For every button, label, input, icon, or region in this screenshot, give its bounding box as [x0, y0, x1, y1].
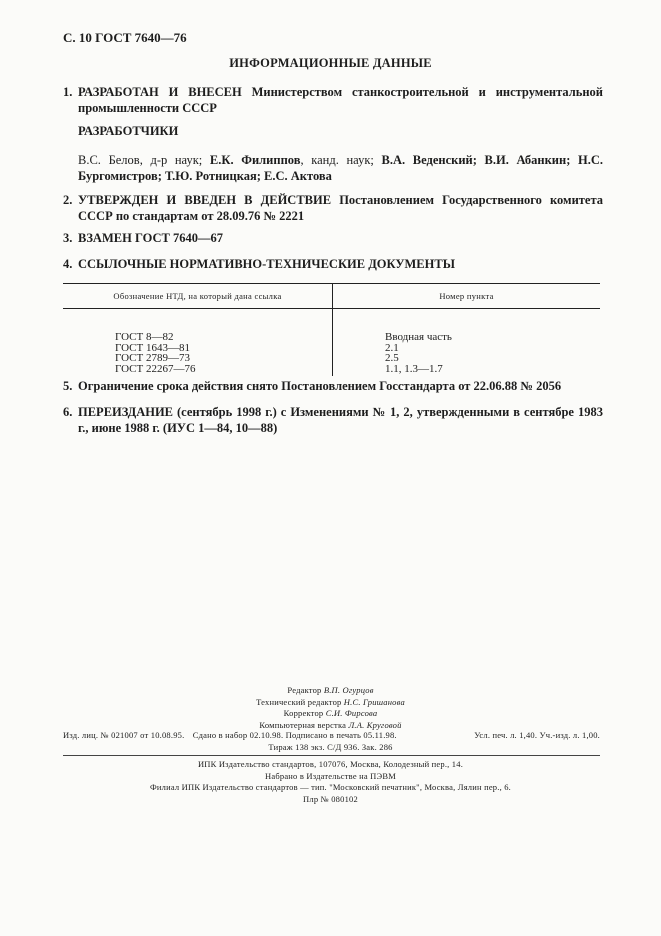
- layout-name: Л.А. Круговой: [348, 719, 402, 730]
- item-number: 6.: [63, 405, 73, 419]
- item-reissue: [63, 404, 603, 436]
- publishing-line: [63, 730, 600, 740]
- column-header-clause: Номер пункта: [333, 284, 601, 309]
- developers-list: [78, 152, 603, 184]
- item-number: 5.: [63, 379, 73, 393]
- developer-name: Е.К. Филиппов: [209, 153, 301, 167]
- footer-line: Набрано в Издательстве на ПЭВМ: [265, 770, 396, 781]
- item-text: Ограничение срока действия снято Постановлением Госстандарта от 22.06.88 № 2056: [78, 379, 562, 393]
- table-cell-doc: ГОСТ 8—82: [115, 331, 174, 343]
- item-developed: [63, 84, 603, 116]
- references-table: [63, 283, 600, 376]
- sheets-text: Усл. печ. л. 1,40. Уч.-изд. л. 1,00.: [474, 730, 600, 740]
- dates-text: Сдано в набор 02.10.98. Подписано в печать 05.11.98.: [192, 730, 397, 740]
- imprint-block: [0, 685, 661, 731]
- corrector-name: С.И. Фирсова: [325, 708, 378, 718]
- documents-cell: [63, 309, 333, 377]
- item-text: (сентябрь 1998 г.) с Изменениями № 1, 2, утвержденными в сентябре 1983 г., июне 1988 г. (ИУС 1—84, 10—88): [78, 405, 603, 435]
- developer-name: В.С. Белов: [78, 153, 140, 167]
- developer-title: , д-р наук;: [139, 153, 210, 167]
- table-cell-clause: Вводная часть: [385, 331, 452, 343]
- table-cell-clause: 2.5: [385, 352, 399, 364]
- item-lead: УТВЕРЖДЕН И ВВЕДЕН В ДЕЙСТВИЕ: [78, 193, 332, 207]
- corrector-label: Корректор: [283, 708, 324, 718]
- table-cell-clause: 1.1, 1.3—1.7: [385, 362, 443, 375]
- license-text: Изд. лиц. № 021007 от 10.08.95.: [63, 730, 185, 740]
- developers-heading: РАЗРАБОТЧИКИ: [78, 124, 179, 138]
- item-text: ВЗАМЕН ГОСТ 7640—67: [78, 231, 223, 245]
- footer-line: Филиал ИПК Издательство стандартов — тип. "Московский печатник", Москва, Лялин пер., 6.: [150, 782, 511, 792]
- footer-line: ИПК Издательство стандартов, 107076, Москва, Колодезный пер., 14.: [197, 759, 464, 769]
- editor-label: Редактор: [287, 685, 322, 695]
- item-text: РАЗРАБОТАН И ВНЕСЕН Министерством станкостроительной и инструментальной промышленности СССР: [78, 85, 603, 115]
- editor-name: В.П. Огурцов: [323, 685, 374, 695]
- publisher-footer: [0, 759, 661, 805]
- developer-names: В.А. Веденский; В.И. Абанкин; Н.С. Бургомистров; Т.Ю. Ротницкая; Е.С. Актова: [78, 153, 603, 183]
- column-header-document: Обозначение НТД, на который дана ссылка: [63, 284, 333, 309]
- tech-editor-label: Технический редактор: [256, 696, 342, 707]
- item-lead: ПЕРЕИЗДАНИЕ: [78, 405, 174, 419]
- developer-title: , канд. наук;: [300, 153, 382, 167]
- print-run-text: Тираж 138 экз. С/Д 936. Зак. 286: [268, 742, 393, 752]
- item-number: 2.: [63, 193, 73, 207]
- item-references: [63, 256, 603, 272]
- page-header: С. 10 ГОСТ 7640—76: [63, 30, 187, 45]
- table-cell-doc: ГОСТ 1643—81: [115, 341, 190, 354]
- divider: [63, 755, 600, 756]
- clauses-cell: [333, 309, 601, 377]
- item-number: 4.: [63, 257, 73, 271]
- table-cell-clause: 2.1: [385, 341, 399, 354]
- table-cell-doc: ГОСТ 22267—76: [115, 362, 196, 375]
- item-approved: [63, 192, 603, 224]
- item-text: Постановлением Государственного комитета СССР по стандартам от 28.09.76 № 2221: [78, 193, 604, 223]
- table-cell-doc: ГОСТ 2789—73: [115, 352, 190, 364]
- footer-line: Плр № 080102: [303, 793, 358, 804]
- section-title: ИНФОРМАЦИОННЫЕ ДАННЫЕ: [229, 56, 432, 70]
- tech-editor-name: Н.С. Гришанова: [343, 696, 405, 707]
- item-text: ССЫЛОЧНЫЕ НОРМАТИВНО-ТЕХНИЧЕСКИЕ ДОКУМЕНТЫ: [78, 257, 455, 271]
- item-number: 3.: [63, 231, 73, 245]
- item-replaces: [63, 230, 603, 246]
- item-number: 1.: [63, 85, 73, 99]
- item-validity: [63, 378, 603, 394]
- layout-label: Компьютерная верстка: [259, 719, 347, 730]
